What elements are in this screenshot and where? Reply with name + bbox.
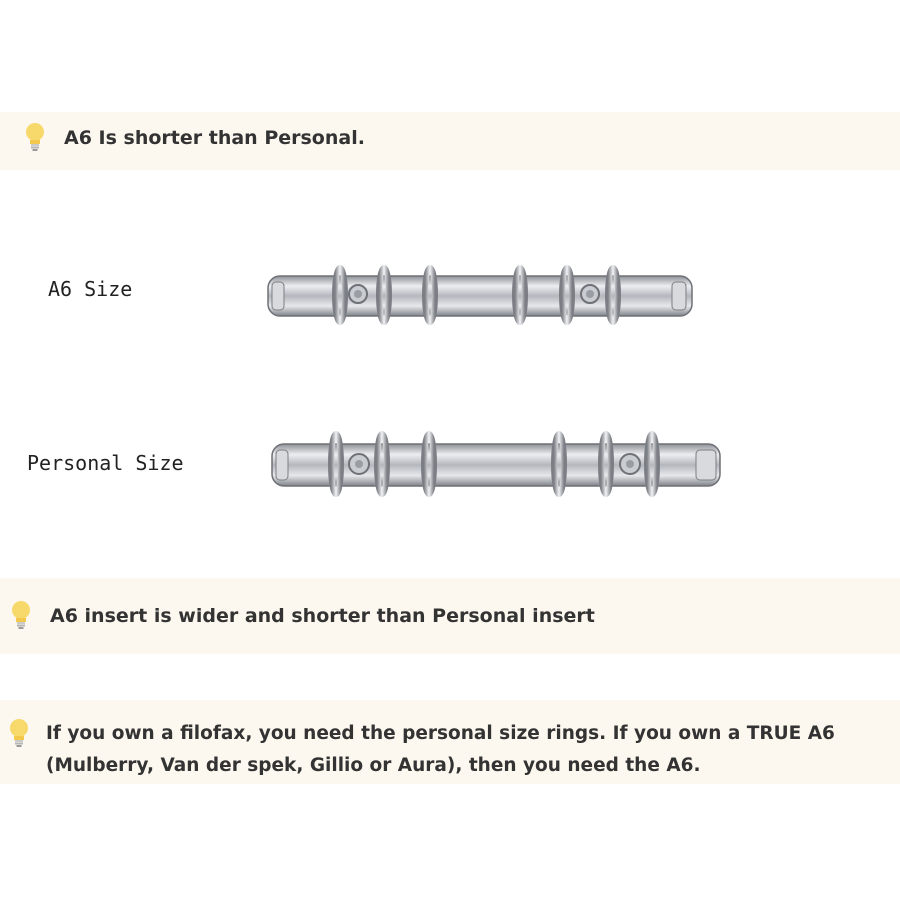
a6-size-label: A6 Size xyxy=(48,277,133,301)
personal-ring-mechanism-image xyxy=(266,428,726,500)
tip-banner xyxy=(0,700,900,784)
tip-banner xyxy=(0,578,900,654)
tip-text: A6 Is shorter than Personal. xyxy=(64,127,365,149)
tip-text: If you own a filofax, you need the personal size rings. If you own a TRUE A6 (Mulberry, Van der spek, Gillio or Aura), then you need the A6. xyxy=(46,723,835,776)
lightbulb-icon xyxy=(24,122,46,152)
personal-size-label: Personal Size xyxy=(27,451,184,475)
lightbulb-icon xyxy=(8,718,30,748)
tip-banner xyxy=(0,112,900,170)
tip-text: A6 insert is wider and shorter than Personal insert xyxy=(50,605,595,627)
a6-ring-mechanism-image xyxy=(262,262,698,328)
lightbulb-icon xyxy=(10,600,32,630)
